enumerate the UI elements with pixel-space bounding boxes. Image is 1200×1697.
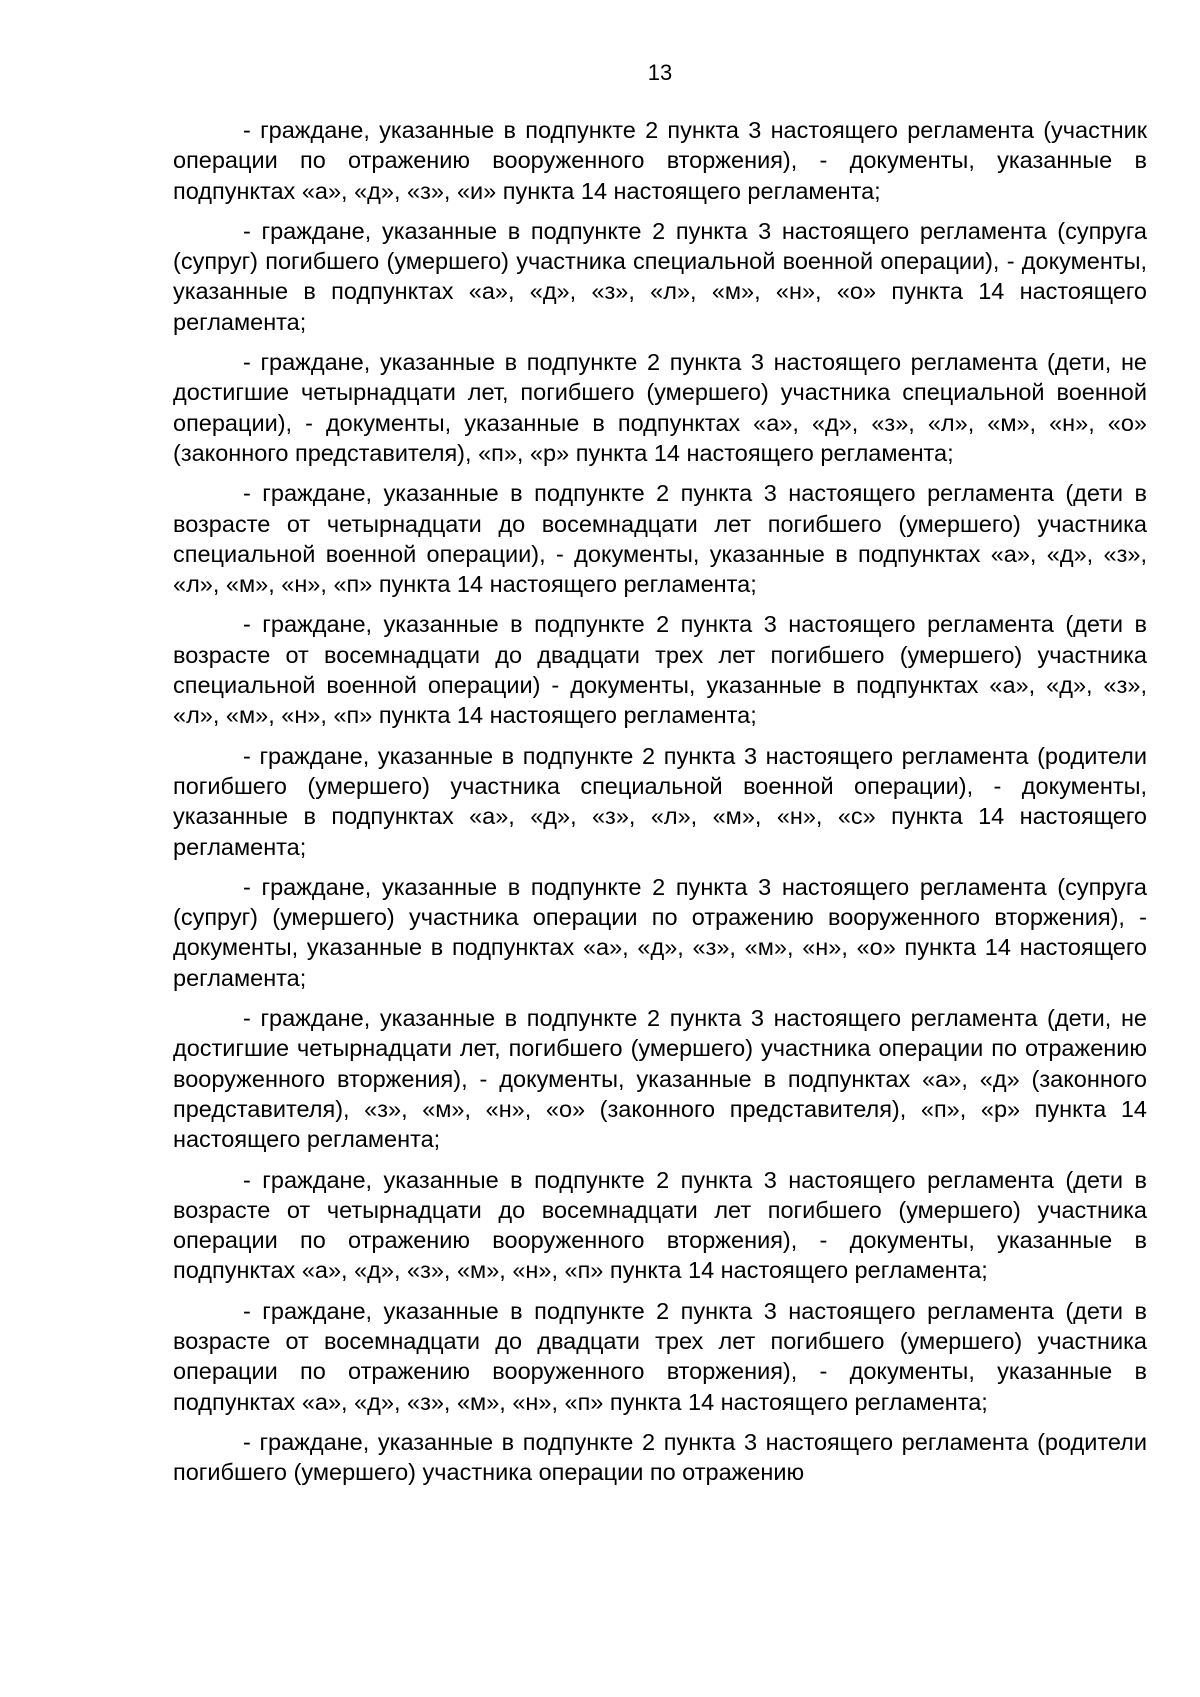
paragraph: - граждане, указанные в подпункте 2 пункта 3 настоящего регламента (дети, не достигшие четырнадцати лет, погибшего (умершего) участника специальной военной операции), - документы, указанные в подпунктах «а», «д», «з», «л», «м», «н», «о» (законного представителя), «п», «р» пункта 14 настоящего регламента; <box>173 349 1147 466</box>
paragraph: - граждане, указанные в подпункте 2 пункта 3 настоящего регламента (дети в возрасте от четырнадцати до восемнадцати лет погибшего (умершего) участника операции по отражению вооруженного вторжения), - документы, указанные в подпунктах «а», «д», «з», «м», «н», «п» пункта 14 настоящего регламента; <box>173 1166 1147 1284</box>
paragraph: - граждане, указанные в подпункте 2 пункта 3 настоящего регламента (участник операции по отражению вооруженного вторжения), - документы, указанные в подпунктах «а», «д», «з», «и» пункта 14 настоящего регламента; <box>173 117 1147 204</box>
paragraph: - граждане, указанные в подпункте 2 пункта 3 настоящего регламента (дети в возрасте от восемнадцати до двадцати трех лет погибшего (умершего) участника специальной военной операции) - документы, указанные в подпунктах «а», «д», «з», «л», «м», «н», «п» пункта 14 настоящего регламента; <box>173 611 1147 729</box>
paragraph: - граждане, указанные в подпункте 2 пункта 3 настоящего регламента (дети, не достигшие четырнадцати лет, погибшего (умершего) участника операции по отражению вооруженного вторжения), - документы, указанные в подпунктах «а», «д» (законного представителя), «з», «м», «н», «о» (законного представителя), «п», «р» пункта 14 настоящего регламента; <box>173 1005 1147 1153</box>
document-body <box>173 115 1147 1497</box>
page-number: 13 <box>647 60 673 85</box>
paragraph: - граждане, указанные в подпункте 2 пункта 3 настоящего регламента (дети в возрасте от четырнадцати до восемнадцати лет погибшего (умершего) участника специальной военной операции), - документы, указанные в подпунктах «а», «д», «з», «л», «м», «н», «п» пункта 14 настоящего регламента; <box>173 480 1147 598</box>
paragraph: - граждане, указанные в подпункте 2 пункта 3 настоящего регламента (дети в возрасте от восемнадцати до двадцати трех лет погибшего (умершего) участника операции по отражению вооруженного вторжения), - документы, указанные в подпунктах «а», «д», «з», «м», «н», «п» пункта 14 настоящего регламента; <box>173 1297 1147 1415</box>
paragraph: - граждане, указанные в подпункте 2 пункта 3 настоящего регламента (супруга (супруг) (умершего) участника операции по отражению вооруженного вторжения), - документы, указанные в подпунктах «а», «д», «з», «м», «н», «о» пункта 14 настоящего регламента; <box>173 873 1147 991</box>
paragraph: - граждане, указанные в подпункте 2 пункта 3 настоящего регламента (родители погибшего (умершего) участника операции по отражению <box>173 1428 1147 1486</box>
paragraph: - граждане, указанные в подпункте 2 пункта 3 настоящего регламента (супруга (супруг) погибшего (умершего) участника специальной военной операции), - документы, указанные в подпунктах «а», «д», «з», «л», «м», «н», «о» пункта 14 настоящего регламента; <box>173 217 1147 335</box>
paragraph: - граждане, указанные в подпункте 2 пункта 3 настоящего регламента (родители погибшего (умершего) участника специальной военной операции), - документы, указанные в подпунктах «а», «д», «з», «л», «м», «н», «с» пункта 14 настоящего регламента; <box>173 742 1147 860</box>
